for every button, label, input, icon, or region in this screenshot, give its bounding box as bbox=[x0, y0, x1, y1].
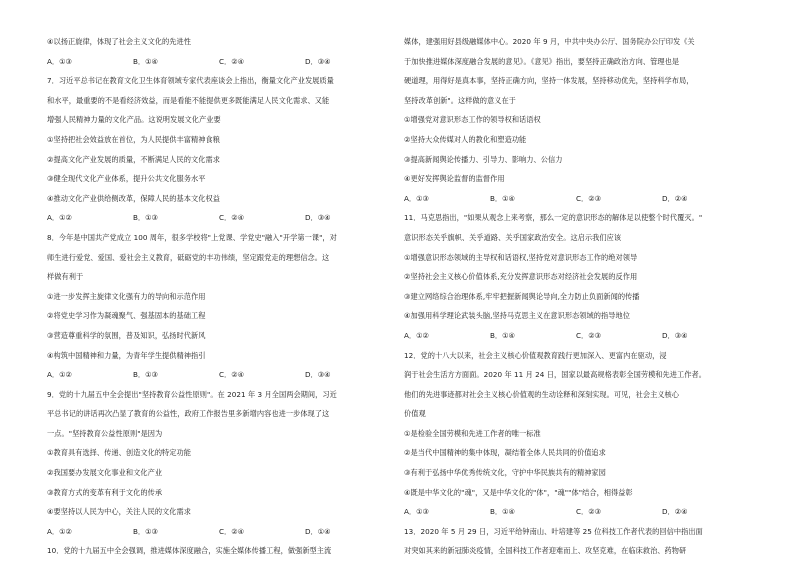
q8-option-d: D．③④ bbox=[305, 370, 331, 380]
left-column bbox=[47, 37, 392, 566]
q10-stem-line: 媒体，建强用好县级融媒体中心。2020 年 9 月，中共中央办公厅、国务院办公厅印发《关 bbox=[404, 37, 695, 46]
q7-stem-line: 7．习近平总书记在教育文化卫生体育领域专家代表座谈会上指出，衡量文化产业发展质量 bbox=[47, 76, 334, 86]
q10-item: ④更好发挥舆论监督的监督作用 bbox=[404, 174, 505, 184]
q7-options bbox=[47, 213, 392, 223]
q12-options bbox=[404, 507, 752, 517]
q12-option-d: D．②④ bbox=[662, 507, 688, 517]
q7-stem-line: 和水平，最重要的不是看经济效益，而是看能不能提供更多既能满足人民文化需求、又能 bbox=[47, 95, 330, 105]
q10-option-c: C．②③ bbox=[576, 193, 602, 203]
q9-item: ①教育具有选择、传递、创造文化的特定功能 bbox=[47, 448, 192, 458]
q12-option-c: C．②③ bbox=[576, 507, 602, 517]
q9-item: ④要坚持以人民为中心，关注人民的文化需求 bbox=[47, 507, 192, 517]
q11-item: ①增强意识形态领域的主导权和话语权,坚持党对意识形态工作的绝对领导 bbox=[404, 252, 638, 262]
q10-option-b: B．①④ bbox=[490, 193, 516, 203]
q9-option-a: A．①② bbox=[47, 526, 72, 536]
q13-stem-line: 13．2020 年 5 月 29 日，习近平给钟南山、叶培建等 25 位科技工作者代表的回信中指出面 bbox=[404, 526, 703, 536]
q9-stem-line: 平总书记的讲话再次凸显了教育的公益性，政府工作报告里多新增内容也进一步体现了这 bbox=[47, 409, 330, 419]
q10-item: ③提高新闻舆论传播力、引导力、影响力、公信力 bbox=[404, 154, 563, 164]
q6-options bbox=[47, 57, 392, 67]
q12-option-a: A．①③ bbox=[404, 507, 429, 517]
q10-item: ①增强党对意识形态工作的领导权和话语权 bbox=[404, 115, 541, 125]
q7-option-c: C．②④ bbox=[219, 213, 245, 223]
q8-options bbox=[47, 370, 392, 380]
q11-options bbox=[404, 331, 752, 341]
q10-option-a: A．①③ bbox=[404, 193, 429, 203]
q12-item: ②是当代中国精神的集中体现，凝结着全体人民共同的价值追求 bbox=[404, 448, 606, 458]
q11-option-d: D．③④ bbox=[662, 330, 688, 340]
q12-option-b: B．①④ bbox=[490, 507, 516, 517]
q8-item: ①进一步发挥主旋律文化强有力的导向和示范作用 bbox=[47, 291, 206, 301]
right-column bbox=[404, 37, 752, 566]
q8-option-a: A．①② bbox=[47, 370, 72, 380]
q8-item: ④构筑中国精神和力量，为青年学生提供精神指引 bbox=[47, 350, 206, 360]
q9-options bbox=[47, 527, 392, 537]
q10-option-d: D．②④ bbox=[662, 193, 688, 203]
q9-item: ②我国要办发展文化事业和文化产业 bbox=[47, 468, 163, 478]
q11-option-c: C．②③ bbox=[576, 330, 602, 340]
q9-option-b: B．①③ bbox=[133, 526, 159, 536]
q7-item: ②提高文化产业发展的质量，不断满足人民的文化需求 bbox=[47, 154, 220, 164]
q7-stem-line: 增强人民精神力量的文化产品。这说明发展文化产业要 bbox=[47, 115, 221, 125]
q7-option-a: A．①② bbox=[47, 213, 72, 223]
q6-option-d: D．③④ bbox=[305, 56, 331, 66]
q12-stem-line: 润于社会生活方方面面。2020 年 11 月 24 日，国家以最高规格表彰全国劳模和先进工作者。 bbox=[404, 370, 706, 380]
q7-option-b: B．①③ bbox=[133, 213, 159, 223]
q11-stem-line: 11．马克思指出，"如果从观念上来考察，那么一定的意识形态的解体足以使整个时代覆灭。" bbox=[404, 213, 703, 223]
q8-stem-line: 师生进行爱党、爱国、爱社会主义教育，砥砺党的丰功伟绩，坚定跟党走的理想信念。这 bbox=[47, 252, 330, 262]
q8-stem-line: 样做有利于 bbox=[47, 272, 84, 282]
q10-item: ②坚持大众传媒对人的教化和塑造功能 bbox=[404, 134, 527, 144]
q12-stem-line: 他们的先进事迹都对社会主义核心价值观的生动诠释和深刻实现。可见，社会主义核心 bbox=[404, 389, 680, 399]
q12-stem-line: 12．党的十八大以来，社会主义核心价值观教育践行更加深入、更富内在驱动，浸 bbox=[404, 350, 667, 360]
q9-option-d: D．①④ bbox=[305, 526, 331, 536]
q11-stem-line: 意识形态关乎旗帜、关乎道路、关乎国家政治安全。这启示我们应该 bbox=[404, 232, 622, 242]
q10-stem-line: 坚持改革创新"。这样做的意义在于 bbox=[404, 95, 516, 105]
q7-item: ③健全现代文化产业体系，提升公共文化服务水平 bbox=[47, 174, 206, 184]
q12-item: ③有利于弘扬中华优秀传统文化，守护中华民族共有的精神家园 bbox=[404, 468, 606, 478]
q8-item: ②将党史学习作为凝魂聚气、强基固本的基础工程 bbox=[47, 311, 206, 321]
q13-stem-line: 对突如其来的新冠肺炎疫情，全国科技工作者迎难而上、攻坚克难，在临床救治、药物研 bbox=[404, 546, 687, 556]
q11-item: ④加强用科学理论武装头脑,坚持马克思主义在意识形态领域的指导地位 bbox=[404, 311, 630, 321]
q12-stem-line: 价值观 bbox=[404, 409, 426, 419]
q11-option-a: A．①② bbox=[404, 330, 429, 340]
q10-stem-line: 10．党的十九届五中全会强调，推进媒体深度融合，实施全媒体传播工程，做强新型主流 bbox=[47, 546, 332, 556]
q9-option-c: C．②④ bbox=[219, 526, 245, 536]
q6-item-4: ④以扬正旋律，体现了社会主义文化的先进性 bbox=[47, 37, 192, 46]
q10-stem-line: 于加快推进媒体深度融合发展的意见》。《意见》指出，要坚持正确政治方向、管理也是 bbox=[404, 56, 680, 66]
q9-stem-line: 一点。"坚持教育公益性原则"是因为 bbox=[47, 428, 163, 438]
q7-item: ④推动文化产业供给侧改革，保障人民的基本文化权益 bbox=[47, 193, 220, 203]
q7-item: ①坚持把社会效益放在首位，为人民提供丰富精神食粮 bbox=[47, 134, 220, 144]
q12-item: ④既是中华文化的"魂"，又是中华文化的"体"，"魂""体"结合，相得益彰 bbox=[404, 487, 633, 497]
q9-stem-line: 9．党的十九届五中全会提出"坚持教育公益性原则"。在 2021 年 3 月全国两会期间，习近 bbox=[47, 389, 337, 399]
q11-option-b: B．①④ bbox=[490, 330, 516, 340]
q10-stem-line: 硬道理，用得好是真本事，坚持正确方向，坚持一体发展，坚持移动优先，坚持科学布局， bbox=[404, 76, 694, 86]
q9-item: ③教育方式的变革有利于文化的传承 bbox=[47, 487, 163, 497]
q7-option-d: D．③④ bbox=[305, 213, 331, 223]
q8-option-b: B．①③ bbox=[133, 370, 159, 380]
q8-stem-line: 8．今年是中国共产党成立 100 周年，很多学校将"上党课、学党史"融入"开学第一课"，对 bbox=[47, 232, 337, 242]
q6-option-b: B．①④ bbox=[133, 56, 159, 66]
q6-option-a: A．①③ bbox=[47, 56, 72, 66]
q11-item: ③建立网络综合治理体系,牢牢把握新闻舆论导向,全力防止负面新闻的传播 bbox=[404, 291, 640, 301]
q11-item: ②坚持社会主义核心价值体系,充分发挥意识形态对经济社会发展的反作用 bbox=[404, 272, 638, 282]
q8-option-c: C．②④ bbox=[219, 370, 245, 380]
q12-item: ①是检验全国劳模和先进工作者的唯一标准 bbox=[404, 428, 541, 438]
q6-option-c: C．②④ bbox=[219, 56, 245, 66]
q8-item: ③营造尊重科学的氛围，普及知识，弘扬时代新风 bbox=[47, 330, 206, 340]
q10-options bbox=[404, 194, 752, 204]
